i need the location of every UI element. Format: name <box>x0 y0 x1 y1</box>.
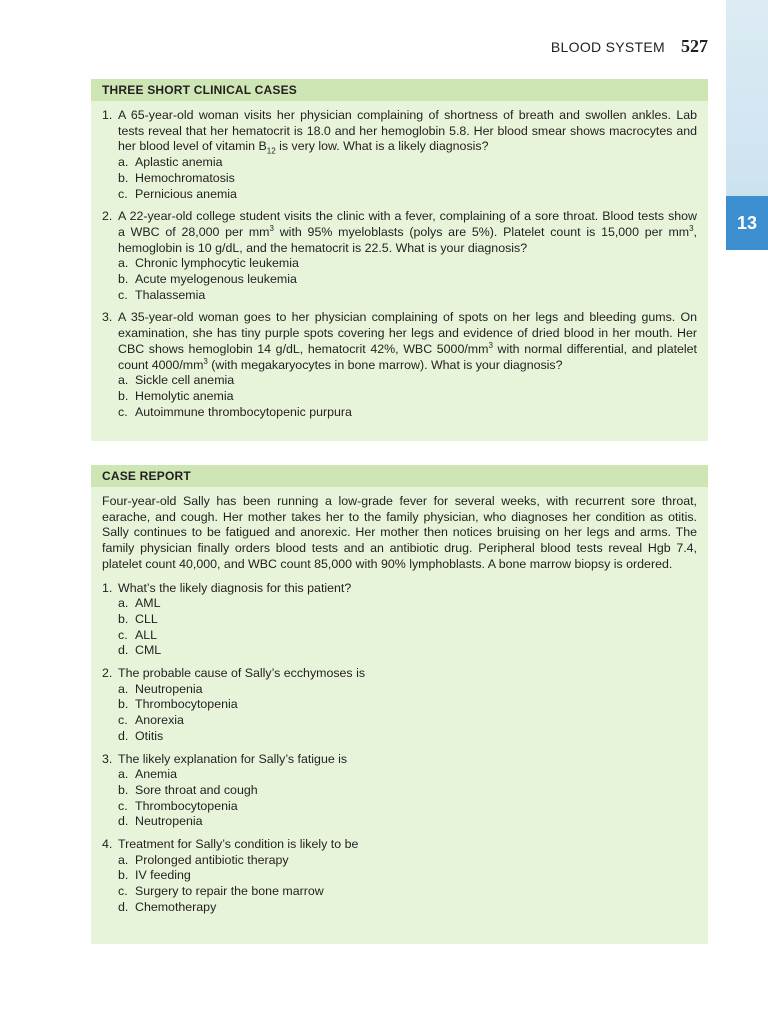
answer-option: b. Hemolytic anemia <box>118 388 234 403</box>
clinical-cases-box <box>91 79 708 441</box>
running-title: BLOOD SYSTEM <box>550 39 665 55</box>
answer-option: d. Neutropenia <box>118 814 203 829</box>
question-number: 2. <box>102 209 113 224</box>
answer-option: a. Sickle cell anemia <box>118 373 235 388</box>
page-number: 527 <box>681 36 708 56</box>
chapter-tab <box>726 196 768 250</box>
answer-option: b. Thrombocytopenia <box>118 697 238 712</box>
case-report-heading: CASE REPORT <box>91 465 708 487</box>
answer-option: a. Anemia <box>118 767 178 782</box>
answer-option: d. CML <box>118 643 162 658</box>
chapter-tab-number: 13 <box>736 212 758 233</box>
clinical-case-1 <box>102 108 697 202</box>
answer-option: c. Thrombocytopenia <box>118 798 238 813</box>
answer-option: b. Hemochromatosis <box>118 170 235 185</box>
running-head <box>551 36 708 57</box>
case-report-box <box>91 465 708 944</box>
question-number: 3. <box>102 310 113 325</box>
case-question-1: 1. What’s the likely diagnosis for this patient? a. AML b. CLL c. ALL d. CML <box>102 581 697 660</box>
answer-option: a. AML <box>118 596 161 611</box>
answer-option: a. Chronic lymphocytic leukemia <box>118 256 299 271</box>
answer-option: b. IV feeding <box>118 868 191 883</box>
question-text: What’s the likely diagnosis for this patient? <box>118 580 352 595</box>
answer-option: a. Prolonged antibiotic therapy <box>118 852 289 867</box>
answer-option: c. ALL <box>118 627 158 642</box>
case-report-paragraph: Four-year-old Sally has been running a low-grade fever for several weeks, with recurrent sore throat, earache, and cough. Her mother takes her to the family physician, who diagnoses her condition as otitis. Sally continues to be fatigued and anorexic. Her mother then notices bruising on her legs and arms. The family physician finally orders blood tests and an antibiotic drug. Peripheral blood tests reveal Hgb 7.4, platelet count 40,000, and WBC count 85,000 with 90% lymphoblasts. A bone marrow biopsy is ordered. <box>102 494 697 571</box>
answer-option: a. Aplastic anemia <box>118 155 223 170</box>
question-number: 1. <box>102 108 113 122</box>
case-question-3: 3. The likely explanation for Sally’s fatigue is a. Anemia b. Sore throat and cough c. Thrombocytopenia d. Neutropenia <box>102 752 697 831</box>
answer-option: c. Surgery to repair the bone marrow <box>118 884 324 899</box>
answer-option: b. Sore throat and cough <box>118 782 258 797</box>
clinical-case-2 <box>102 209 697 303</box>
answer-option: c. Thalassemia <box>118 287 206 302</box>
clinical-cases-heading: THREE SHORT CLINICAL CASES <box>91 79 708 101</box>
question-text: The probable cause of Sally’s ecchymoses is <box>118 666 366 681</box>
answer-option: c. Pernicious anemia <box>118 186 237 201</box>
answer-option: d. Chemotherapy <box>118 899 217 914</box>
answer-option: b. Acute myelogenous leukemia <box>118 272 297 287</box>
case-question-2: 2. The probable cause of Sally’s ecchymoses is a. Neutropenia b. Thrombocytopenia c. Anorexia d. Otitis <box>102 666 697 745</box>
answer-option: b. CLL <box>118 611 158 626</box>
clinical-case-3 <box>102 310 697 420</box>
question-text: The likely explanation for Sally’s fatigue is <box>118 751 348 766</box>
answer-option: d. Otitis <box>118 728 164 743</box>
case-question-4: 4. Treatment for Sally’s condition is likely to be a. Prolonged antibiotic therapy b. IV feeding c. Surgery to repair the bone marrow d. Chemotherapy <box>102 837 697 916</box>
question-text: Treatment for Sally’s condition is likely to be <box>118 837 359 852</box>
answer-option: c. Anorexia <box>118 713 184 728</box>
question-text: A 35-year-old woman goes to her physician complaining of spots on her legs and bleeding gums. On examination, she has tiny purple spots covering her legs and evidence of dried blood in her mouth. Her CBC shows hemoglobin 14 g/dL, hematocrit 42%, WBC $5000/mm^3$ with normal differential, and platelet count $4000/mm^3$ (with megakaryocytes in bone marrow). What is your diagnosis? <box>118 310 697 372</box>
question-text: A 65-year-old woman visits her physician complaining of shortness of breath and swollen ankles. Lab tests reveal that her hematocrit is 18.0 and her hemoglobin 5.8. Her blood smear shows macrocytes and her blood level of vitamin $B_{12}$ is very low. What is a likely diagnosis? <box>118 108 697 156</box>
answer-option: a. Neutropenia <box>118 681 203 696</box>
answer-option: c. Autoimmune thrombocytopenic purpura <box>118 404 352 419</box>
question-text: A 22-year-old college student visits the clinic with a fever, complaining of a sore throat. Blood tests show a WBC of 28,000 per $mm^3$ with 95% myeloblasts (polys are 5%). Platelet count is 15,000 per $mm^3$, hemoglobin is 10 g/dL, and the hematocrit is 22.5. What is your diagnosis? <box>118 209 697 255</box>
